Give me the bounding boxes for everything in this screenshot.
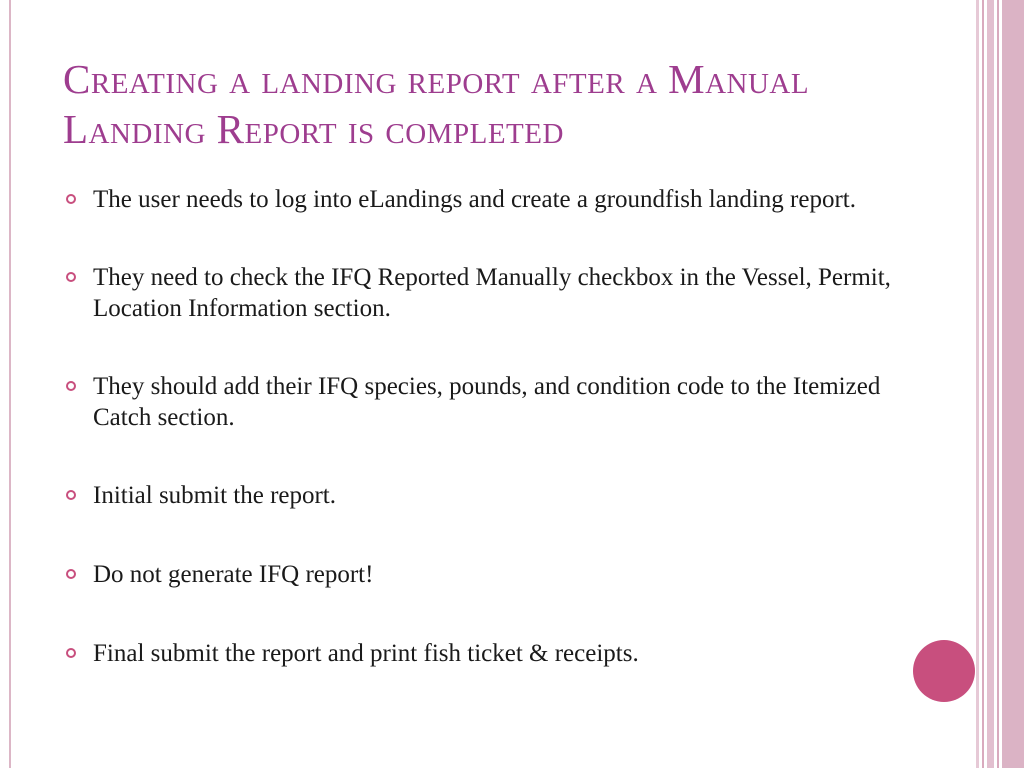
list-item <box>64 262 894 324</box>
stripe <box>982 0 984 768</box>
accent-circle <box>913 640 975 702</box>
stripe <box>1002 0 1024 768</box>
bullet-text: Do not generate IFQ report! <box>93 561 374 588</box>
list-item <box>64 480 894 511</box>
bullet-text: They should add their IFQ species, pounds, and condition code to the Itemized Catch section. <box>93 373 881 431</box>
bullet-text: Final submit the report and print fish ticket & receipts. <box>93 640 639 667</box>
list-item <box>64 559 894 590</box>
bullet-text: Initial submit the report. <box>93 482 337 509</box>
bullet-ring-icon <box>66 490 76 500</box>
stripe <box>976 0 979 768</box>
bullet-ring-icon <box>66 381 76 391</box>
list-item <box>64 371 894 433</box>
bullet-ring-icon <box>66 272 76 282</box>
slide-title: Creating a landing report after a Manual Landing Report is completed <box>63 56 810 152</box>
bullet-ring-icon <box>66 569 76 579</box>
bullet-text: The user needs to log into eLandings and create a groundfish landing report. <box>93 186 856 213</box>
left-border-line <box>9 0 11 768</box>
right-decorative-stripes <box>976 0 1024 768</box>
stripe <box>987 0 994 768</box>
list-item <box>64 184 894 215</box>
bullet-list <box>64 184 894 669</box>
bullet-ring-icon <box>66 648 76 658</box>
bullet-text: They need to check the IFQ Reported Manually checkbox in the Vessel, Permit, Location Information section. <box>93 264 891 322</box>
bullet-ring-icon <box>66 194 76 204</box>
list-item <box>64 638 894 669</box>
stripe <box>997 0 999 768</box>
